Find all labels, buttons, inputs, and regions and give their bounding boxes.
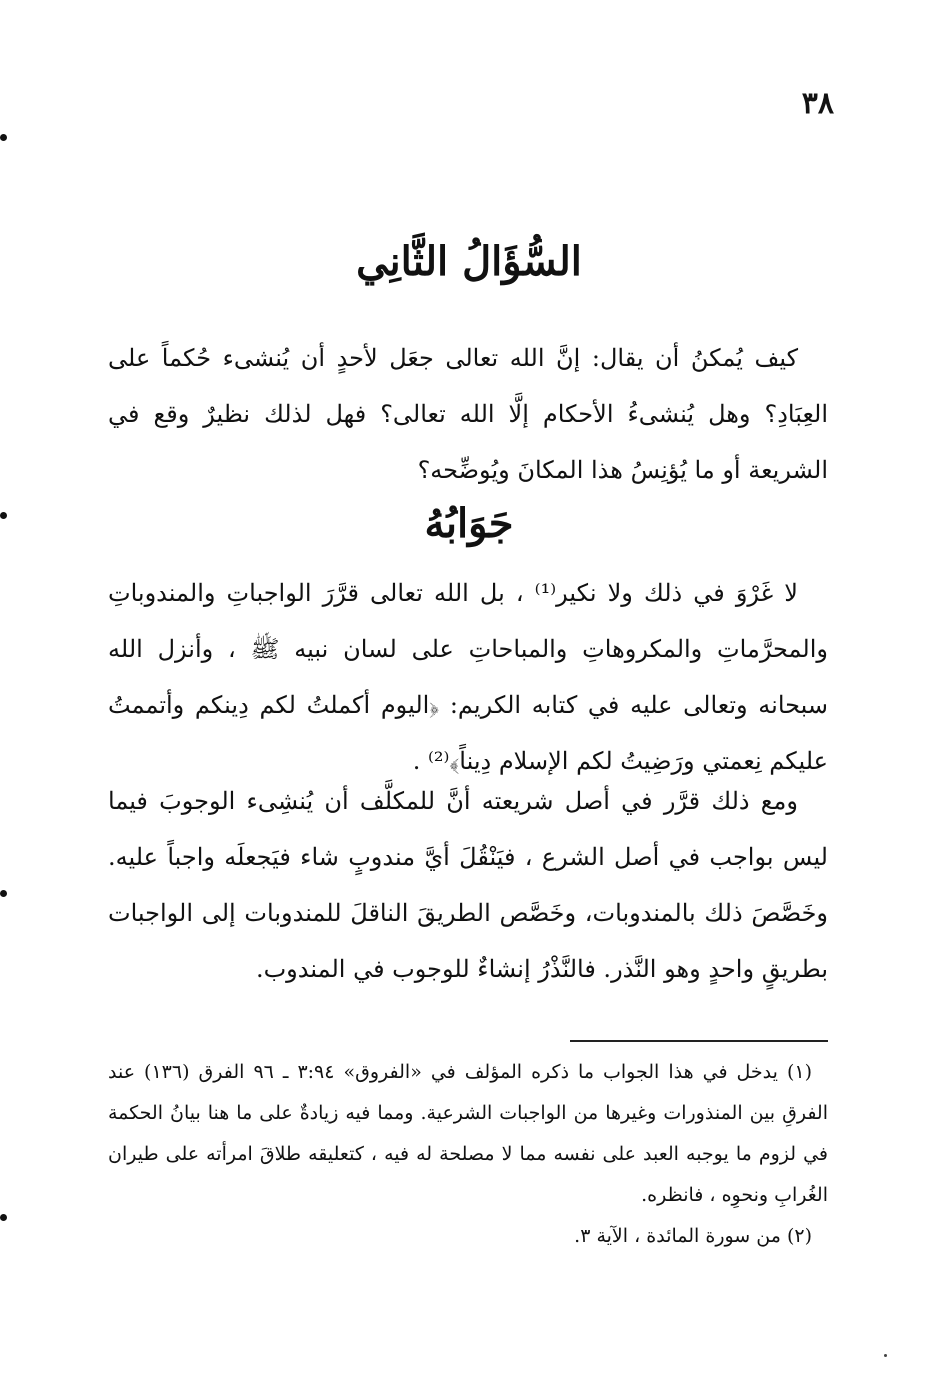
footnote-1: (١) يدخل في هذا الجواب ما ذكره المؤلف في «الفروق» ٣:٩٤ ـ ٩٦ الفرق (١٣٦) عند الفرقِ بين المنذورات وغيرها من الواجبات الشرعية. ومما فيه زيادةٌ على ما هنا بيانُ الحكمة في لزوم ما يوجبه العبد على نفسه مما لا مصلحة له فيه ، كتعليقه طلاقَ امرأته على طيران الغُرابِ ونحوِه ، فانظره. (108, 1061, 828, 1206)
footnotes (108, 1052, 828, 1257)
answer-text-2: ومع ذلك قرَّر في أصل شريعته أنَّ للمكلَّف أن يُنشِىء الوجوبَ فيما ليس بواجب في أصل الشرع ، فيَنْقُلَ أيَّ مندوبٍ شاء فيَجعلَه واجباً عليه. وخَصَّصَ ذلك بالمندوبات، وخَصَّص الطريقَ الناقلَ للمندوبات إلى الواجبات بطريقٍ واحدٍ وهو النَّذر. فالنَّذْرُ إنشاءٌ للوجوب في المندوب. (108, 787, 828, 983)
scan-speck (884, 1354, 887, 1357)
answer-paragraph-2 (108, 773, 828, 997)
question-heading: السُّؤَالُ الثَّانِي (356, 238, 582, 285)
footnote-2: (٢) من سورة المائدة ، الآية ٣. (574, 1225, 812, 1247)
margin-mark (0, 512, 7, 519)
answer-text-1: لا غَرْوَ في ذلك ولا نكير⁽¹⁾ ، بل الله تعالى قرَّرَ الواجباتِ والمندوباتِ والمحرَّماتِ والمكروهاتِ والمباحاتِ على لسان نبيه ﷺ ، وأنزل الله سبحانه وتعالى عليه في كتابه الكريم: ﴿اليوم أكملتُ لكم دِينكم وأتممتُ عليكم نِعمتي ورَضِيتُ لكم الإسلام دِيناً﴾⁽²⁾ . (108, 579, 828, 775)
answer-heading: جَوَابُهُ (424, 500, 514, 547)
question-text: كيف يُمكنُ أن يقال: إنَّ الله تعالى جعَل لأحدٍ أن يُنشىء حُكماً على العِبَادِ؟ وهل يُنشىءُ الأحكام إلَّا الله تعالى؟ فهل لذلك نظيرٌ وقع في الشريعة أو ما يُؤنِسُ هذا المكانَ ويُوضِّحه؟ (108, 344, 828, 484)
answer-paragraph-1 (108, 565, 828, 789)
margin-mark (0, 890, 7, 897)
margin-mark (0, 134, 7, 141)
footnote-separator (570, 1040, 828, 1042)
question-paragraph (108, 330, 828, 498)
margin-mark (0, 1214, 7, 1221)
page-number: ٣٨ (801, 86, 834, 121)
